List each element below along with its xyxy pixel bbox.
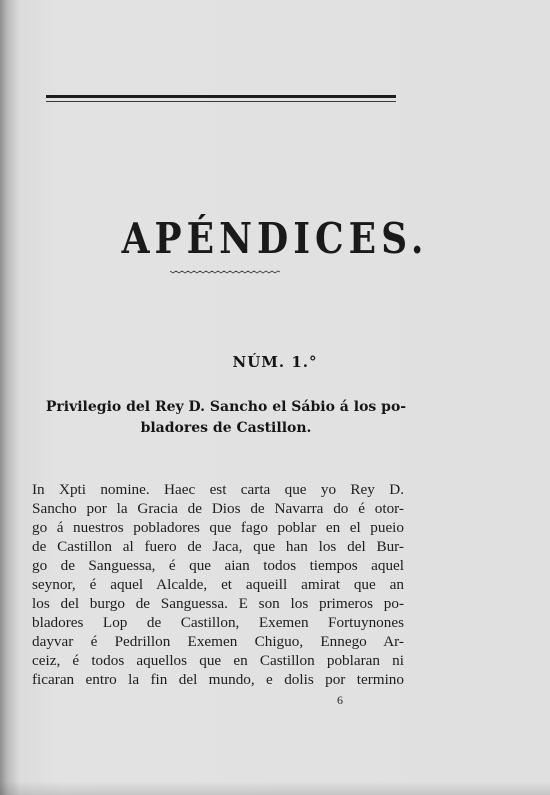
title-ornament (170, 270, 280, 274)
page-edge-shadow (0, 781, 550, 795)
body-line: go de Sanguessa, é que aian todos tiempos aquel (32, 557, 404, 574)
body-line: ceiz, é todos aquellos que en Castillon poblaran ni (32, 652, 404, 669)
body-line: bladores Lop de Castillon, Exemen Fortuynones (32, 614, 404, 631)
section-heading (40, 397, 412, 439)
number-heading: NÚM. 1.° (232, 353, 318, 371)
body-line: los del burgo de Sanguessa. E son los primeros po- (32, 595, 404, 612)
header-rule-thick (46, 95, 396, 98)
page-number: 6 (337, 693, 343, 707)
appendices-title: APÉNDICES. (121, 214, 429, 264)
body-line: Sancho por la Gracia de Dios de Navarra do é otor- (32, 500, 404, 517)
section-heading-line: bladores de Castillon. (140, 420, 312, 436)
section-heading-line: Privilegio del Rey D. Sancho el Sábio á los po- (45, 399, 407, 415)
body-line: seynor, é aquel Alcalde, et aqueill amirat que an (32, 576, 404, 593)
body-line: dayvar é Pedrillon Exemen Chiguo, Ennego Ar- (32, 633, 404, 650)
body-text (32, 480, 404, 689)
body-line: de Castillon al fuero de Jaca, que han los del Bur- (32, 538, 404, 555)
body-line: ficaran entro la fin del mundo, e dolis por termino (32, 671, 404, 688)
body-line: go á nuestros pobladores que fago poblar en el pueio (32, 519, 404, 536)
header-rule-thin (46, 101, 396, 102)
body-line: In Xpti nomine. Haec est carta que yo Rey D. (32, 481, 404, 498)
